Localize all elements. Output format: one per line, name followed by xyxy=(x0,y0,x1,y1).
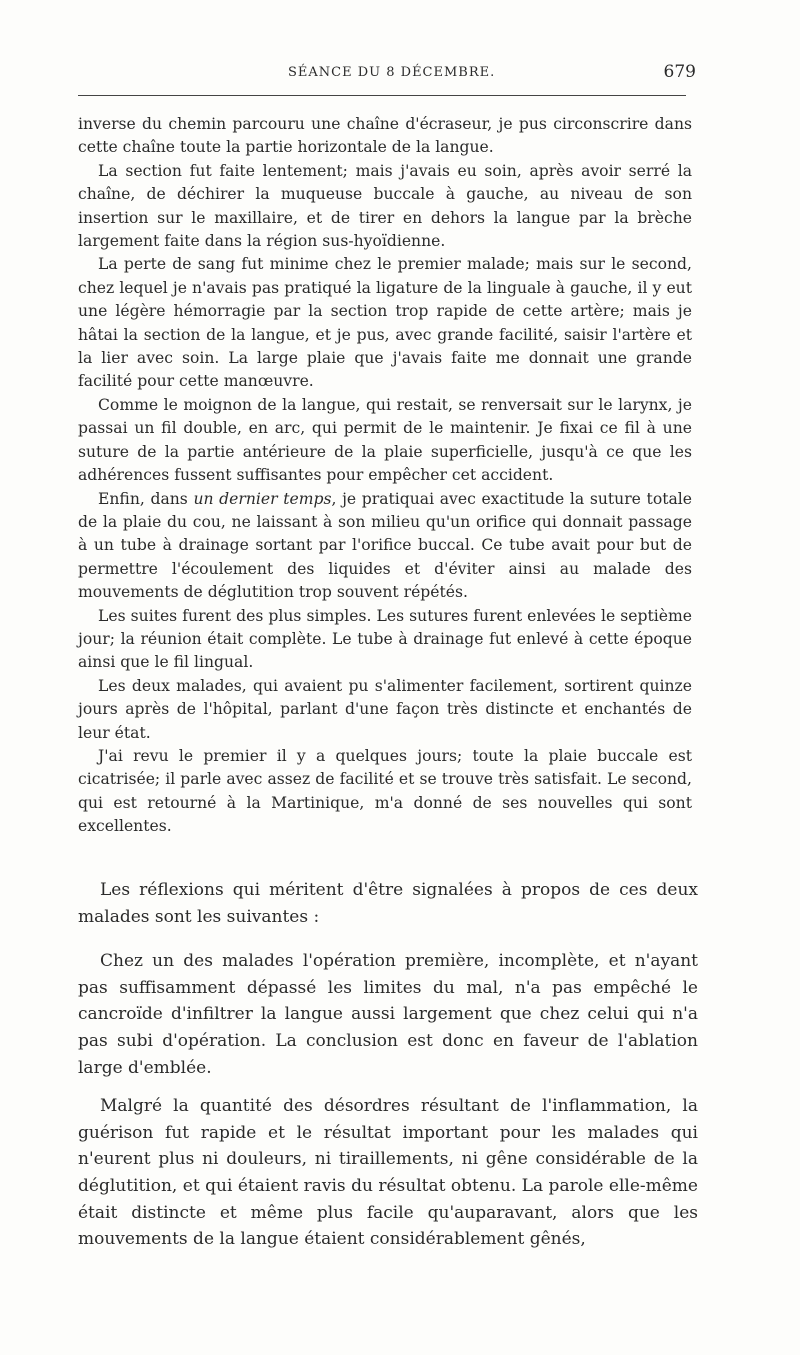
paragraph-section: La section fut faite lentement; mais j'avais eu soin, après avoir serré la chaîne, de déchirer la muqueuse buccale à gauche, au niveau de son insertion sur le maxillaire, et de tirer en dehors la langue par la brèche largement faite dans la région sus-hyoïdienne. xyxy=(78,161,692,251)
paragraph-follow-up: J'ai revu le premier il y a quelques jours; toute la plaie buccale est cicatrisée; il parle avec assez de facilité et se trouve très satisfait. Le second, qui est retourné à la Martinique, m'a donné de ses nouvelles qui sont excellentes. xyxy=(78,746,692,836)
conclusion-section xyxy=(78,877,698,1253)
paragraph-aftercare: Les suites furent des plus simples. Les sutures furent enlevées le septième jour; la réunion était complète. Le tube à drainage fut enlevé à cette époque ainsi que le fil lingual. xyxy=(78,606,692,672)
conclusion-lead: Les réflexions qui méritent d'être signalées à propos de ces deux malades sont les suivantes : xyxy=(78,880,698,927)
header-rule xyxy=(78,95,686,96)
paragraph-discharge: Les deux malades, qui avaient pu s'alimenter facilement, sortirent quinze jours après de l'hôpital, parlant d'une façon très distincte et enchantés de leur état. xyxy=(78,676,692,742)
conclusion-paragraph-2: Malgré la quantité des désordres résultant de l'inflammation, la guérison fut rapide et le résultat important pour les malades qui n'eurent plus ni douleurs, ni tiraillements, ni gêne considérable de la déglutition, et qui étaient ravis du résultat obtenu. La parole elle-même était distincte et même plus facile qu'auparavant, alors que les mouvements de la langue étaient considérablement gênés, xyxy=(78,1096,698,1250)
paragraph-suture-end: , je pratiquai avec exactitude la suture totale de la plaie du cou, ne laissant à son milieu qu'un orifice qui donnait passage à un tube à drainage sortant par l'orifice buccal. Ce tube avait pour but de permettre l'écoulement des liquides et d'éviter ainsi au malade des mouvements de déglutition trop souvent répétés. xyxy=(78,489,692,602)
conclusion-paragraph-1: Chez un des malades l'opération première, incomplète, et n'ayant pas suffisamment dépassé les limites du mal, n'a pas empêché le cancroïde d'infiltrer la langue aussi largement que chez celui qui n'a pas subi d'opération. La conclusion est donc en faveur de l'ablation large d'emblée. xyxy=(78,951,698,1078)
paragraph-suture xyxy=(78,488,692,605)
page-number: 679 xyxy=(663,62,696,82)
running-title: SÉANCE DU 8 DÉCEMBRE. xyxy=(288,65,496,80)
paragraph-blood-loss: La perte de sang fut minime chez le premier malade; mais sur le second, chez lequel je n'avais pas pratiqué la ligature de la linguale à gauche, il y eut une légère hémorragie par la section trop rapide de cette artère; mais je hâtai la section de la langue, et je pus, avec grande facilité, saisir l'artère et la lier avec soin. La large plaie que j'avais faite me donnait une grande facilité pour cette manœuvre. xyxy=(78,255,692,391)
body-text xyxy=(78,113,692,839)
paragraph-continued: inverse du chemin parcouru une chaîne d'écraseur, je pus circonscrire dans cette chaîne toute la partie horizontale de la langue. xyxy=(78,115,692,157)
page-header xyxy=(78,62,698,84)
paragraph-suture-italic: un dernier temps xyxy=(193,489,332,508)
paragraph-stump: Comme le moignon de la langue, qui restait, se renversait sur le larynx, je passai un fil double, en arc, qui permit de le maintenir. Je fixai ce fil à une suture de la partie antérieure de la plaie superficielle, jusqu'à ce que les adhérences fussent suffisantes pour empêcher cet accident. xyxy=(78,395,692,485)
paragraph-suture-start: Enfin, dans xyxy=(98,489,194,508)
